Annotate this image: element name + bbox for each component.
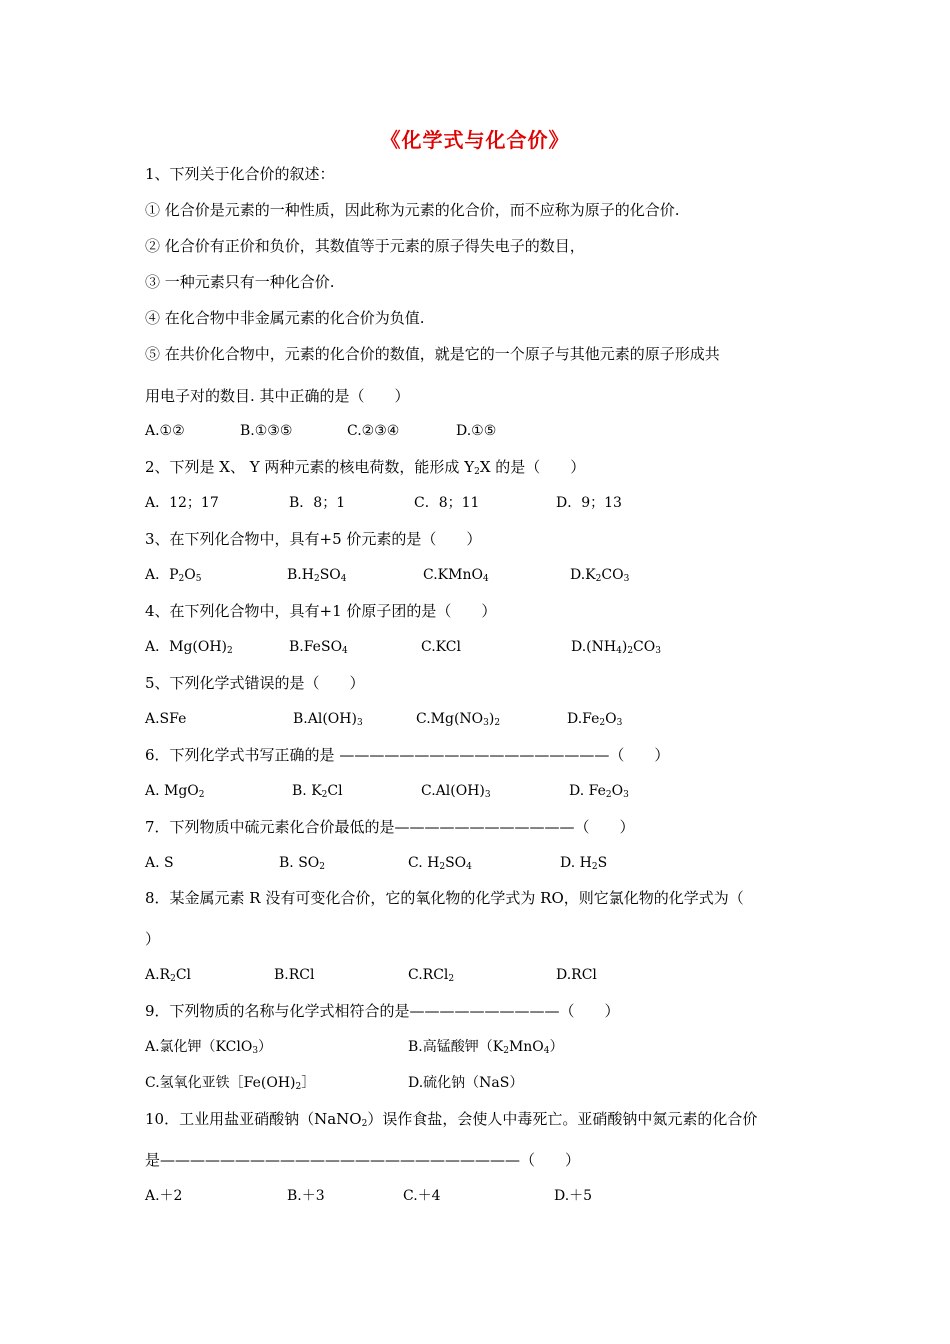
question-3-option-d: $D.K_2CO_3$	[570, 567, 630, 584]
question-5-option-b: $B.Al(OH)_3$	[293, 711, 363, 728]
question-7-option-b: B. $SO_2$	[279, 855, 325, 872]
question-10-stem-a: 10．工业用盐亚硝酸钠（NaNO$_2$）误作食盐，会使人中毒死亡。亚硝酸钠中氮元素的化合价	[145, 1110, 758, 1129]
question-4-option-a: A．$Mg(OH)_2$	[145, 639, 233, 656]
question-9-option-b: B.高锰酸钾$(K_2MnO_4)$	[408, 1039, 564, 1056]
question-1-statement-5b: 用电子对的数目. 其中正确的是（ ）	[145, 387, 410, 405]
question-9-stem: 9．下列物质的名称与化学式相符合的是——————————（ ）	[145, 1002, 620, 1020]
question-8-option-d: D.RCl	[556, 967, 597, 983]
question-1-option-a: A.①②	[145, 423, 185, 439]
question-9-option-a: A.氯化钾（KClO$_3$）	[145, 1039, 273, 1056]
question-2-option-a: A．12；17	[145, 495, 219, 511]
question-4-stem: 4、在下列化合物中，具有+1 价原子团的是（ ）	[145, 602, 497, 620]
question-5-option-c: $C.Mg(NO_3)_2$	[416, 711, 501, 728]
question-2-option-b: B．8；1	[289, 495, 346, 511]
question-5-option-d: $D.Fe_2O_3$	[567, 711, 623, 728]
question-1-option-b: B.①③⑤	[240, 423, 293, 439]
question-9-option-c: C.氢氧化亚铁$[Fe(OH)_2]$	[145, 1075, 316, 1092]
question-10-option-a: A.＋2	[145, 1188, 183, 1204]
question-10-stem-b: 是————————————————————————（ ）	[145, 1151, 581, 1169]
question-10-option-c: C.＋4	[403, 1188, 441, 1204]
question-5-stem: 5、下列化学式错误的是（ ）	[145, 674, 365, 692]
question-2-option-d: D．9；13	[556, 495, 622, 511]
question-1-statement-4: ④ 在化合物中非金属元素的化合价为负值.	[145, 309, 425, 327]
question-1-statement-1: ① 化合价是元素的一种性质，因此称为元素的化合价，而不应称为原子的化合价.	[145, 201, 680, 219]
question-8-stem-a: 8．某金属元素 R 没有可变化合价，它的氧化物的化学式为 RO，则它氯化物的化学式为（	[145, 889, 744, 907]
question-1-statement-2: ② 化合价有正价和负价，其数值等于元素的原子得失电子的数目，	[145, 237, 585, 255]
question-3-option-c: C.KMnO$_4$	[423, 567, 489, 584]
question-6-option-b: B. $K_2Cl$	[292, 783, 343, 800]
question-2-stem: 2、下列是 X、 Y 两种元素的核电荷数，能形成 $Y_2X$ 的是（ ）	[145, 458, 586, 477]
question-8-option-a: $A.R_2Cl$	[145, 967, 192, 984]
document-title: 《化学式与化合价》	[380, 128, 570, 152]
question-8-option-b: B.RCl	[274, 967, 315, 983]
question-4-option-b: B.FeSO$_4$	[289, 639, 348, 656]
question-7-option-c: C. $H_2SO_4$	[408, 855, 472, 872]
question-7-option-a: A. S	[145, 855, 174, 871]
question-7-stem: 7．下列物质中硫元素化合价最低的是————————————（ ）	[145, 818, 635, 836]
question-3-option-b: $B.H_2SO_4$	[287, 567, 347, 584]
question-1-statement-5a: ⑤ 在共价化合物中，元素的化合价的数值，就是它的一个原子与其他元素的原子形成共	[145, 345, 720, 363]
question-3-stem: 3、在下列化合物中，具有+5 价元素的是（ ）	[145, 530, 482, 548]
question-1-stem: 1、下列关于化合价的叙述：	[145, 165, 335, 183]
question-2-option-c: C．8；11	[414, 495, 480, 511]
question-8-stem-b: ）	[145, 930, 161, 948]
question-3-option-a: A．$P_2O_5$	[145, 567, 202, 584]
question-4-option-c: C.KCl	[421, 639, 461, 655]
question-6-option-d: D. $Fe_2O_3$	[569, 783, 629, 800]
question-6-stem: 6．下列化学式书写正确的是 ——————————————————（ ）	[145, 746, 670, 764]
question-1-option-d: D.①⑤	[456, 423, 497, 439]
question-5-option-a: A.SFe	[145, 711, 187, 727]
question-6-option-c: $C.Al(OH)_3$	[421, 783, 491, 800]
question-7-option-d: D. $H_2S$	[560, 855, 608, 872]
question-9-option-d: D.硫化钠（NaS）	[408, 1075, 524, 1091]
question-1-option-c: C.②③④	[347, 423, 400, 439]
question-6-option-a: A. MgO$_2$	[145, 783, 205, 800]
question-10-option-d: D.＋5	[554, 1188, 593, 1204]
question-4-option-d: $D.(NH_4)_2CO_3$	[571, 639, 661, 656]
question-1-statement-3: ③ 一种元素只有一种化合价.	[145, 273, 335, 291]
question-10-option-b: B.＋3	[287, 1188, 325, 1204]
question-8-option-c: C.RCl$_2$	[408, 967, 455, 984]
